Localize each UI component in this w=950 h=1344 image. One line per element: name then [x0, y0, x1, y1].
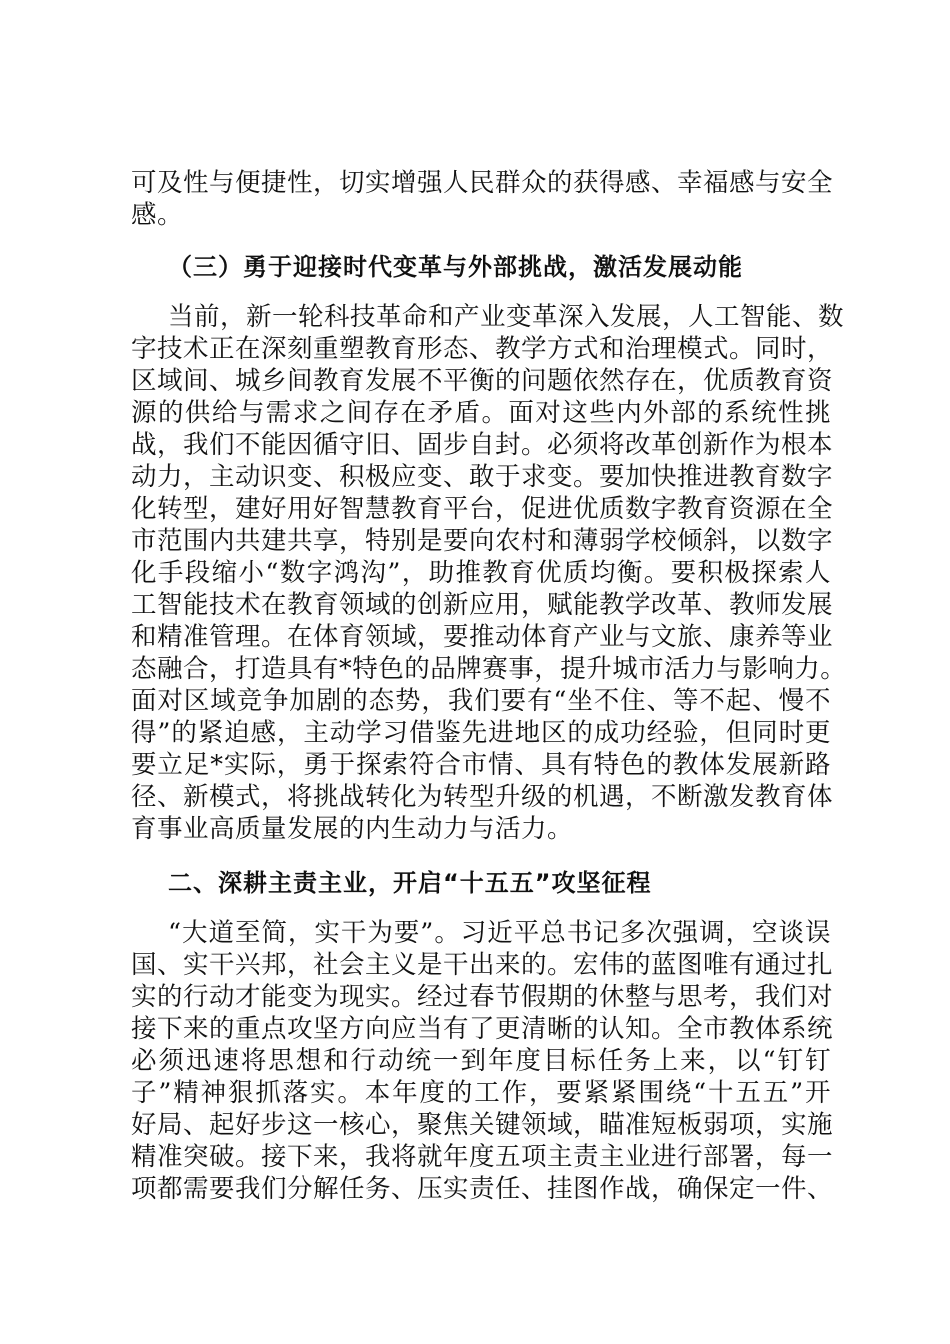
- paragraph-line: 源的供给与需求之间存在矛盾。面对这些内外部的系统性挑: [131, 398, 831, 428]
- paragraph-line: 可及性与便捷性，切实增强人民群众的获得感、幸福感与安全: [131, 168, 834, 198]
- paragraph-line: 和精准管理。在体育领域，要推动体育产业与文旅、康养等业: [131, 622, 834, 652]
- paragraph-line: 要立足*实际，勇于探索符合市情、具有特色的教体发展新路: [131, 750, 831, 780]
- paragraph-line: 市范围内共建共享，特别是要向农村和薄弱学校倾斜，以数字: [131, 526, 834, 556]
- part-heading: 二、深耕主责主业，开启“十五五”攻坚征程: [168, 869, 652, 897]
- paragraph-line: 工智能技术在教育领域的创新应用，赋能教学改革、教师发展: [131, 590, 834, 620]
- paragraph-line: 必须迅速将思想和行动统一到年度目标任务上来，以“钉钉: [131, 1046, 831, 1076]
- paragraph-line: 动力，主动识变、积极应变、敢于求变。要加快推进教育数字: [131, 462, 834, 492]
- paragraph-line: 得”的紧迫感，主动学习借鉴先进地区的成功经验，但同时更: [131, 718, 831, 748]
- paragraph-line: “大道至简，实干为要”。习近平总书记多次强调，空谈误: [168, 918, 831, 948]
- section-heading: （三）勇于迎接时代变革与外部挑战，激活发展动能: [168, 253, 743, 281]
- paragraph-line: 子”精神狠抓落实。本年度的工作，要紧紧围绕“十五五”开: [131, 1078, 831, 1108]
- paragraph-line: 接下来的重点攻坚方向应当有了更清晰的认知。全市教体系统: [131, 1014, 834, 1044]
- paragraph-line: 好局、起好步这一核心，聚焦关键领域，瞄准短板弱项，实施: [131, 1110, 834, 1140]
- paragraph-line: 区域间、城乡间教育发展不平衡的问题依然存在，优质教育资: [131, 366, 834, 396]
- paragraph-line: 面对区域竞争加剧的态势，我们要有“坐不住、等不起、慢不: [131, 686, 831, 716]
- paragraph-line: 战，我们不能因循守旧、固步自封。必须将改革创新作为根本: [131, 430, 834, 460]
- paragraph-line: 国、实干兴邦，社会主义是干出来的。宏伟的蓝图唯有通过扎: [131, 950, 834, 980]
- paragraph-line: 态融合，打造具有*特色的品牌赛事，提升城市活力与影响力。: [131, 654, 847, 684]
- paragraph-line: 精准突破。接下来，我将就年度五项主责主业进行部署，每一: [131, 1142, 834, 1172]
- paragraph-line: 当前，新一轮科技革命和产业变革深入发展，人工智能、数: [168, 302, 845, 332]
- paragraph-line: 字技术正在深刻重塑教育形态、教学方式和治理模式。同时，: [131, 334, 834, 364]
- paragraph-line: 径、新模式，将挑战转化为转型升级的机遇，不断激发教育体: [131, 782, 834, 812]
- paragraph-line: 感。: [131, 200, 184, 230]
- paragraph-line: 化手段缩小“数字鸿沟”，助推教育优质均衡。要积极探索人: [131, 558, 831, 588]
- paragraph-line: 项都需要我们分解任务、压实责任、挂图作战，确保定一件、: [131, 1174, 834, 1204]
- paragraph-line: 实的行动才能变为现实。经过春节假期的休整与思考，我们对: [131, 982, 834, 1012]
- paragraph-line: 化转型，建好用好智慧教育平台，促进优质数字教育资源在全: [131, 494, 834, 524]
- paragraph-line: 育事业高质量发展的内生动力与活力。: [131, 814, 574, 844]
